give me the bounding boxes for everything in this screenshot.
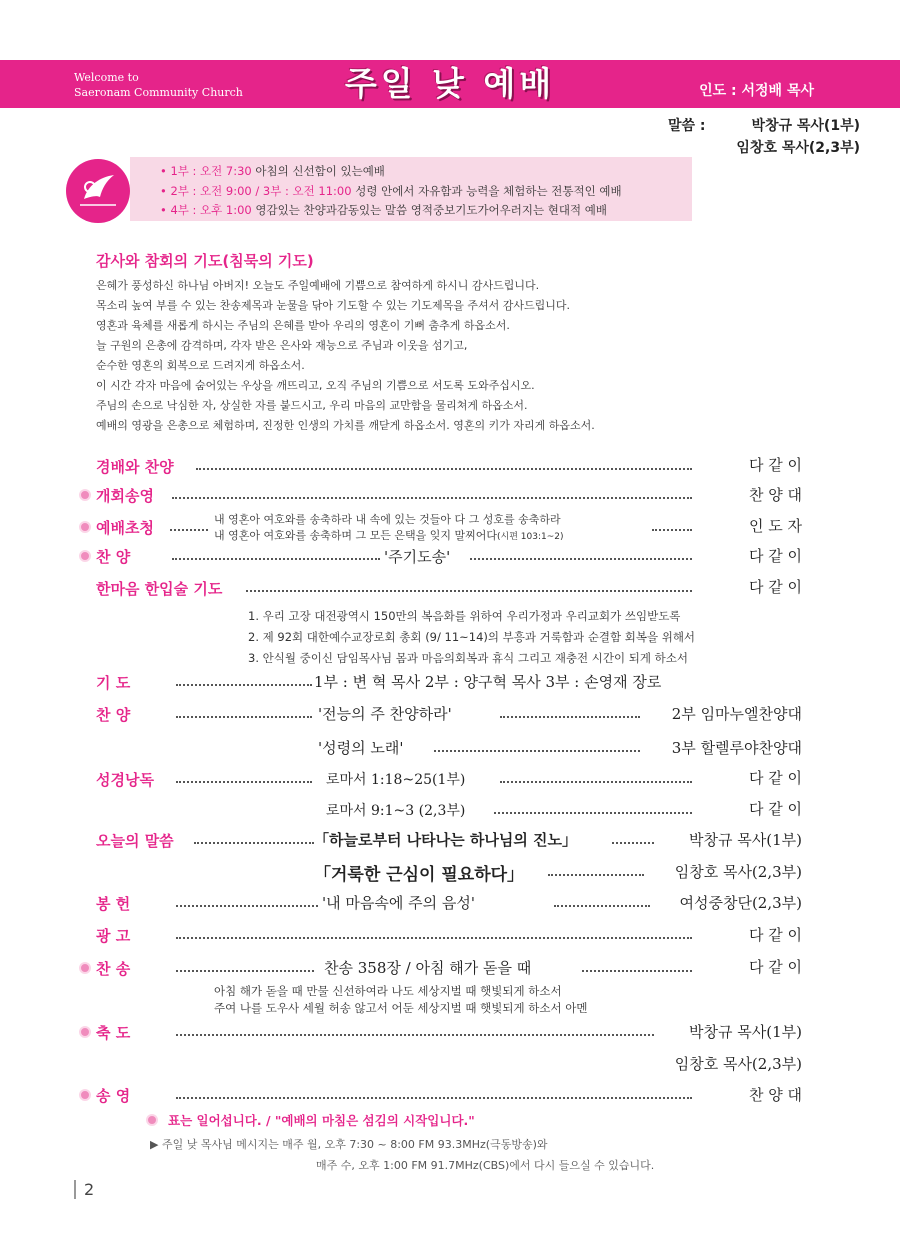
bullet-icon [79, 550, 91, 562]
leader-dots [500, 716, 640, 718]
praise-title-2: '성령의 노래' [318, 739, 404, 757]
prayer-leaders: 1부 : 변 혁 목사 2부 : 양구혁 목사 3부 : 손영재 장로 [314, 673, 662, 691]
call-ref: (시편 103:1~2) [497, 532, 564, 542]
leader-dots [176, 1034, 654, 1036]
call-leader: 인 도 자 [748, 517, 802, 535]
announce-label: 광 고 [96, 927, 131, 945]
schedule-desc: 아침의 신선함이 있는예배 [255, 164, 385, 178]
prayer-line: 순수한 영혼의 회복으로 드려지게 하옵소서. [96, 359, 305, 372]
leader-dots [612, 842, 654, 844]
hymn2-label: 찬 송 [96, 960, 131, 978]
bullet-icon [79, 1026, 91, 1038]
hymn2-leader: 다 같 이 [748, 958, 802, 976]
offering-label: 봉 헌 [96, 895, 131, 913]
schedule-time: • 1부 : 오전 7:30 [160, 164, 252, 178]
sermon-title-1: 「하늘로부터 나타나는 하나님의 진노」 [314, 831, 578, 849]
leader-dots [196, 468, 692, 470]
welcome-line2: Saeronam Community Church [74, 86, 243, 99]
praise-choir-2: 3부 할렐루야찬양대 [671, 739, 802, 757]
sermon-preacher-2: 임창호 목사(2,3부) [674, 863, 802, 881]
message-label: 말씀 : [668, 118, 706, 134]
worship-label: 경배와 찬양 [96, 458, 174, 476]
page-number: 2 [74, 1180, 94, 1199]
prayer-line: 이 시간 각자 마음에 숨어있는 우상을 깨뜨리고, 오직 주님의 기쁨으로 서도록 도와주십시오. [96, 379, 535, 392]
offering-choir: 여성중창단(2,3부) [679, 894, 802, 912]
call-text-2 [214, 527, 563, 543]
opening-leader: 찬 양 대 [748, 486, 802, 504]
schedule-time: • 2부 : 오전 9:00 / 3부 : 오전 11:00 [160, 184, 352, 198]
praise-label: 찬 양 [96, 706, 131, 724]
bless-label: 축 도 [96, 1024, 131, 1042]
hymn2-lyrics-2: 주여 나를 도우사 세월 허송 않고서 어둔 세상지벌 때 햇빛되게 하소서 아멘 [214, 1001, 588, 1015]
unison-item: 1. 우리 고장 대전광역시 150만의 복음화를 위하여 우리가정과 우리교회가 쓰임받도록 [248, 609, 681, 623]
broadcast-line-1: ▶ 주일 낮 목사님 메시지는 매주 월, 오후 7:30 ~ 8:00 FM 93.3MHz(극동방송)와 [150, 1138, 548, 1151]
schedule-desc: 성령 안에서 자유함과 능력을 체험하는 전통적인 예배 [355, 184, 622, 198]
leader-dots [494, 812, 692, 814]
praise-choir-1: 2부 임마누엘찬양대 [671, 705, 802, 723]
leader-dots [434, 750, 640, 752]
postlude-choir: 찬 양 대 [748, 1086, 802, 1104]
broadcast-line-2: 매주 수, 오후 1:00 FM 91.7MHz(CBS)에서 다시 들으실 수 있습니다. [316, 1159, 655, 1172]
prayer-line: 목소리 높여 부를 수 있는 찬송제목과 눈물을 닦아 기도할 수 있는 기도제목을 주셔서 감사드립니다. [96, 299, 570, 312]
bullet-icon [146, 1114, 158, 1126]
call-text-2-body: 내 영혼아 여호와를 송축하며 그 모든 은택을 잊지 말찌어다 [214, 529, 497, 542]
standing-note: 표는 일어섭니다. / "예배의 마침은 섬김의 시작입니다." [168, 1113, 475, 1128]
leader-dots [176, 684, 312, 686]
unison-leader: 다 같 이 [748, 578, 802, 596]
hymn1-label: 찬 양 [96, 548, 131, 566]
bless-preacher-1: 박창규 목사(1부) [689, 1023, 802, 1041]
leader-dots [176, 781, 312, 783]
leader-dots [176, 905, 318, 907]
scripture-text-2: 로마서 9:1~3 (2,3부) [326, 803, 466, 819]
bullet-icon [79, 1089, 91, 1101]
leader-dots [652, 529, 692, 531]
schedule-line-1 [160, 163, 385, 179]
bullet-icon [79, 962, 91, 974]
hymn2-title: 찬송 358장 / 아침 해가 돋을 때 [324, 959, 532, 977]
offering-title: '내 마음속에 주의 음성' [322, 894, 475, 912]
prayer-line: 늘 구원의 은총에 감격하며, 각자 받은 은사와 재능으로 주님과 이웃을 섬기고, [96, 339, 468, 352]
leader-dots [470, 558, 692, 560]
hymn1-title: '주기도송' [384, 548, 451, 566]
leader-dots [170, 529, 208, 531]
prayer-line: 주님의 손으로 낙심한 자, 상실한 자를 붙드시고, 우리 마음의 교만함을 물리쳐게 하옵소서. [96, 399, 528, 412]
sermon-label: 오늘의 말씀 [96, 832, 174, 850]
schedule-line-3 [160, 202, 607, 218]
welcome-line1: Welcome to [74, 71, 139, 84]
sermon-title-2: 「거룩한 근심이 필요하다」 [314, 865, 525, 885]
leader-dots [172, 558, 380, 560]
bullet-icon [79, 489, 91, 501]
leader-dots [176, 937, 692, 939]
leader-name: 인도 : 서정배 목사 [699, 83, 814, 99]
leader-dots [582, 970, 692, 972]
bless-preacher-2: 임창호 목사(2,3부) [674, 1055, 802, 1073]
prayer-label: 기 도 [96, 674, 131, 692]
sermon-preacher-1: 박창규 목사(1부) [689, 831, 802, 849]
leader-dots [176, 1097, 692, 1099]
prayer-line: 은혜가 풍성하신 하나님 아버지! 오늘도 주일예배에 기쁨으로 참여하게 하시니 감사드립니다. [96, 279, 540, 292]
leader-dots [500, 781, 692, 783]
scripture-leader-2: 다 같 이 [748, 800, 802, 818]
unison-item: 2. 제 92회 대한예수교장로회 총회 (9/ 11~14)의 부흥과 거룩함과 순결함 회복을 위해서 [248, 630, 696, 644]
scripture-leader-1: 다 같 이 [748, 769, 802, 787]
call-text-1: 내 영혼아 여호와를 송축하라 내 속에 있는 것들아 다 그 성호를 송축하라 [214, 513, 561, 526]
prayer-title: 감사와 참회의 기도(침묵의 기도) [96, 252, 314, 270]
announce-leader: 다 같 이 [748, 926, 802, 944]
leader-dots [194, 842, 314, 844]
hymn1-leader: 다 같 이 [748, 547, 802, 565]
leader-dots [176, 970, 314, 972]
postlude-label: 송 영 [96, 1087, 131, 1105]
unison-item: 3. 안식월 중이신 담임목사님 몸과 마음의회복과 휴식 그리고 재충전 시간이 되게 하소서 [248, 651, 688, 665]
page-title: 주일 낮 예배 [344, 64, 556, 103]
welcome-text [74, 70, 243, 100]
leader-dots [554, 905, 650, 907]
scripture-label: 성경낭독 [96, 771, 154, 789]
bullet-icon [79, 521, 91, 533]
schedule-time: • 4부 : 오후 1:00 [160, 203, 252, 217]
prayer-line: 예배의 영광을 은총으로 체험하며, 진정한 인생의 가치를 깨닫게 하옵소서. 영혼의 키가 자리게 하옵소서. [96, 419, 595, 432]
leader-dots [176, 716, 312, 718]
praise-title-1: '전능의 주 찬양하라' [318, 705, 452, 723]
preacher-2: 임창호 목사(2,3부) [736, 140, 860, 156]
unison-label: 한마음 한입술 기도 [96, 580, 223, 598]
leader-dots [172, 497, 692, 499]
schedule-line-2 [160, 183, 622, 199]
church-logo-icon [66, 159, 130, 223]
worship-leader: 다 같 이 [748, 456, 802, 474]
opening-label: 개회송영 [96, 487, 154, 505]
leader-dots [246, 590, 692, 592]
leader-dots [548, 874, 644, 876]
call-label: 예배초청 [96, 519, 154, 537]
hymn2-lyrics-1: 아침 해가 돋을 때 만물 신선하여라 나도 세상지벌 때 햇빛되게 하소서 [214, 984, 562, 998]
prayer-line: 영혼과 육체를 새롭게 하시는 주님의 은혜를 받아 우리의 영혼이 기뻐 춤추게 하옵소서. [96, 319, 510, 332]
schedule-desc: 영감있는 찬양과감동있는 말씀 영적중보기도가어우러지는 현대적 예배 [255, 203, 607, 217]
scripture-text-1: 로마서 1:18~25(1부) [326, 772, 466, 788]
preacher-1: 박창규 목사(1부) [751, 118, 860, 134]
